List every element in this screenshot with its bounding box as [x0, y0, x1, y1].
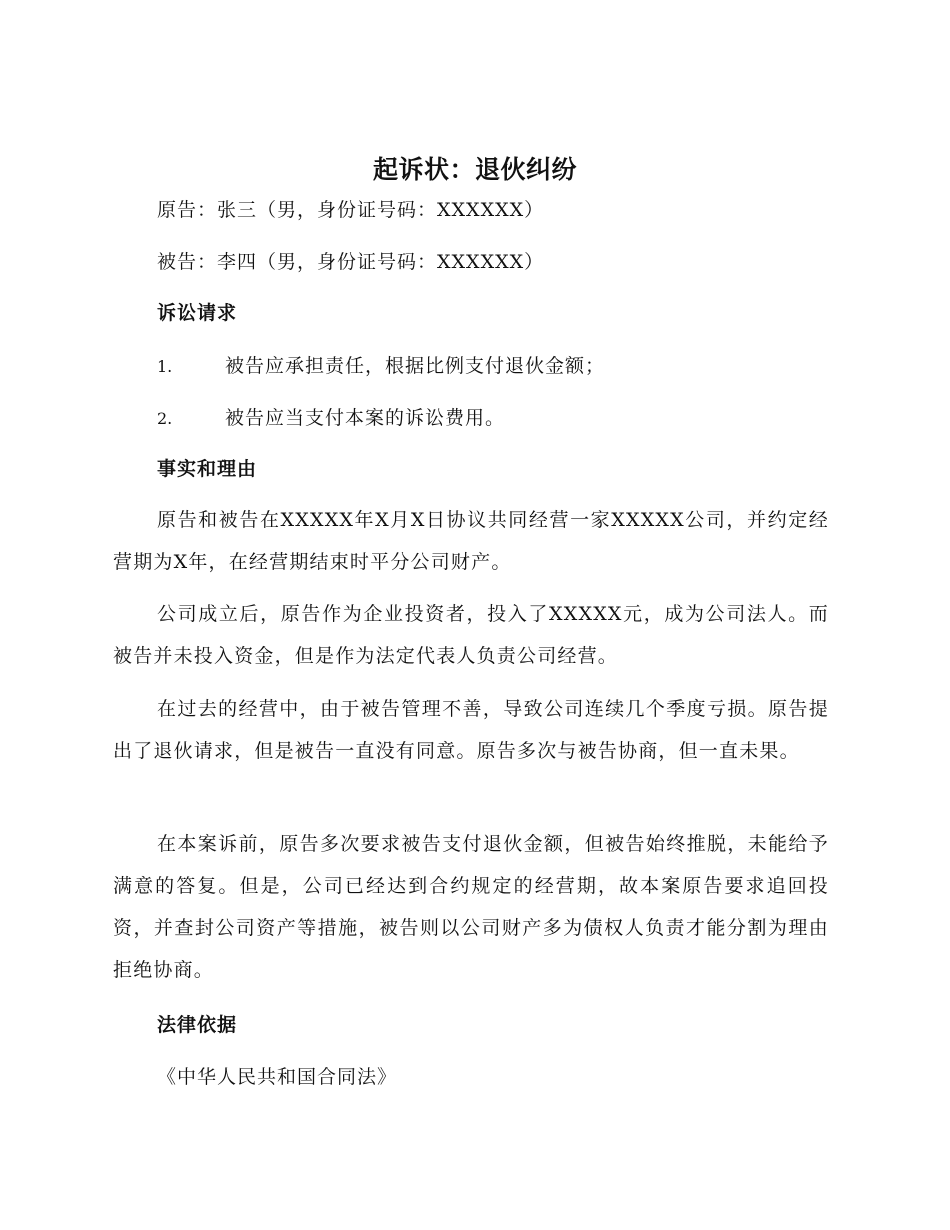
claim-number: 1. — [157, 357, 173, 376]
facts-paragraph: 公司成立后，原告作为企业投资者，投入了XXXXX元，成为公司法人。而被告并未投入资金，但是作为法定代表人负责公司经营。 — [113, 603, 829, 667]
claim-item — [157, 405, 505, 432]
claim-number: 2. — [157, 409, 173, 428]
law-heading: 法律依据 — [157, 1014, 238, 1036]
facts-paragraph: 原告和被告在XXXXX年X月X日协议共同经营一家XXXXX公司，并约定经营期为X年，在经营期结束时平分公司财产。 — [113, 509, 829, 573]
claims-heading: 诉讼请求 — [157, 302, 238, 324]
facts-heading: 事实和理由 — [157, 458, 258, 480]
defendant-line: 被告：李四（男，身份证号码：XXXXXX） — [157, 251, 545, 273]
law-reference: 《中华人民共和国合同法》 — [157, 1066, 398, 1088]
document-title: 起诉状：退伙纠纷 — [372, 155, 577, 184]
plaintiff-line: 原告：张三（男，身份证号码：XXXXXX） — [157, 199, 545, 221]
claim-item — [157, 353, 605, 380]
facts-paragraph: 在过去的经营中，由于被告管理不善，导致公司连续几个季度亏损。原告提出了退伙请求，但是被告一直没有同意。原告多次与被告协商，但一直未果。 — [113, 698, 829, 762]
facts-paragraph: 在本案诉前，原告多次要求被告支付退伙金额，但被告始终推脱，未能给予满意的答复。但是，公司已经达到合约规定的经营期，故本案原告要求追回投资，并查封公司资产等措施，被告则以公司财产多为债权人负责才能分割为理由拒绝协商。 — [113, 833, 829, 981]
claim-text: 被告应当支付本案的诉讼费用。 — [225, 407, 506, 429]
claim-text: 被告应承担责任，根据比例支付退伙金额； — [225, 355, 606, 377]
